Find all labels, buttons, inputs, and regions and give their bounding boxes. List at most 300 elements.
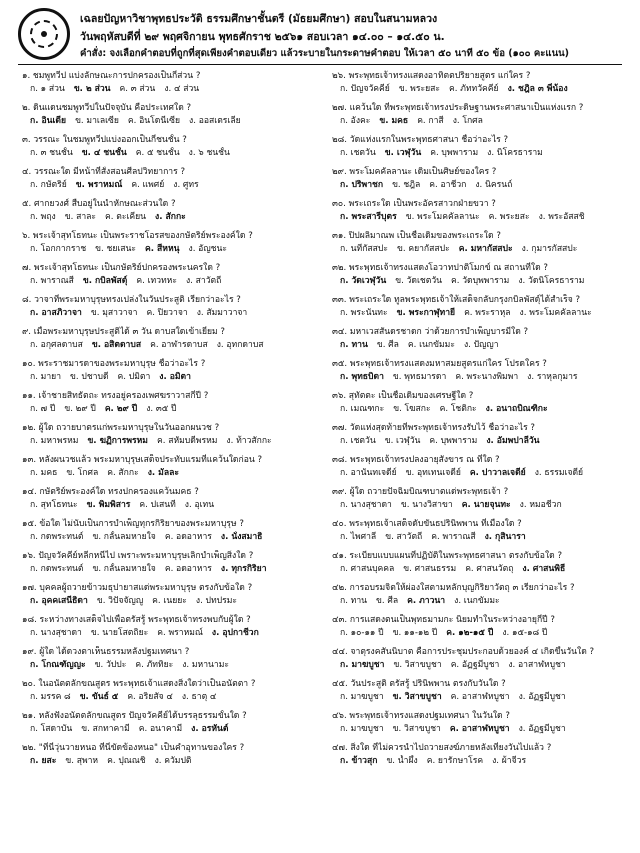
question-text: ๓๓. พระเถระใด ทูลพระพุทธเจ้าให้เสด็จกลับกรุงกบิลพัสดุ์ได้สำเร็จ ?: [332, 295, 581, 305]
answer-option: ข. สาละ: [64, 212, 97, 222]
correct-answer-option: ก. พระสารีบุตร: [340, 212, 397, 222]
question-text: ๒. ดินแดนชมพูทวีปในปัจจุบัน คือประเทศใด ?: [22, 103, 192, 113]
answer-option: ก. ๑๐-๑๑ ปี: [340, 628, 384, 638]
answer-option: ง. มหานามะ: [182, 660, 230, 670]
question-item: [22, 710, 318, 736]
correct-answer-option: ค. นายจุนทะ: [461, 500, 511, 510]
answer-options: [22, 371, 318, 384]
logo-hub: [41, 31, 47, 37]
answer-option: ง. นิครนถ์: [475, 180, 513, 190]
answer-option: ง. สาวัตถี: [185, 276, 222, 286]
answer-options: [22, 243, 318, 256]
answer-option: ก. กดพระทนต์: [30, 532, 84, 542]
answer-option: ข. วัปปะ: [94, 660, 127, 670]
correct-answer-option: ง. ทุกรกิริยา: [220, 564, 267, 574]
question-text: ๑๒. ผู้ใด ถวายบาตรแก่พระมหาบุรุษในวันออกผนวช ?: [22, 423, 220, 433]
answer-option: ค. พระยสะ: [488, 212, 530, 222]
question-text: ๔๔. จาตุรงคสันนิบาต คือการประชุมประกอบด้วยองค์ ๔ เกิดขึ้นวันใด ?: [332, 647, 595, 657]
answer-option: ข. กลั้นลมหายใจ: [92, 564, 156, 574]
answer-options: [22, 275, 318, 288]
answer-options: [332, 339, 628, 352]
answer-option: ค. อดอาหาร: [164, 564, 212, 574]
question-text: ๓. วรรณะ ในชมพูทวีปแบ่งออกเป็นกี่ชนชั้น ?: [22, 135, 187, 145]
answer-options: [332, 115, 628, 128]
question-text: ๙. เมื่อพระมหาบุรุษประสูติได้ ๓ วัน ดาบสใดเข้าเยี่ยม ?: [22, 327, 225, 337]
question-text: ๔๗. สิ่งใด ที่ไม่ควรนำไปถวายสงฆ์ภายหลังเที่ยงวันไปแล้ว ?: [332, 743, 552, 753]
correct-answer-option: ก. อินเดีย: [30, 116, 67, 126]
answer-option: ข. ชฎิล: [392, 180, 421, 190]
answer-option: ข. นายโสตถิยะ: [90, 628, 149, 638]
question-item: [22, 614, 318, 640]
question-item: [332, 102, 628, 128]
question-text: ๔๑. ระเบียบแบบแผนที่ปฏิบัติในพระพุทธศาสนา ตรงกับข้อใด ?: [332, 551, 563, 561]
answer-option: ก. โอกกากราช: [30, 244, 87, 254]
question-text: ๑๘. ระหว่างทางเสด็จไปเพื่อตรัสรู้ พระพุทธเจ้าทรงพบกับผู้ใด ?: [22, 615, 251, 625]
answer-option: ง. ๓๕ ปี: [146, 404, 177, 414]
answer-option: ค. อริยสัจ ๔: [127, 692, 173, 702]
correct-answer-option: ก. ยสะ: [30, 756, 57, 766]
answer-option: ก. กดพระทนต์: [30, 564, 84, 574]
answer-option: ก. เชตวัน: [340, 436, 376, 446]
answer-option: ก. นางสุชาดา: [340, 500, 392, 510]
answer-option: ข. มุสาวาจา: [90, 308, 138, 318]
question-text: ๑๗. บุคคลผู้ถวายข้าวมธุปายาสแด่พระมหาบุรุษ ตรงกับข้อใด ?: [22, 583, 253, 593]
answer-options: [332, 147, 628, 160]
answer-option: ข. ๑๑-๑๒ ปี: [392, 628, 438, 638]
answer-options: [332, 83, 628, 96]
answer-option: ข. นางวิสาขา: [400, 500, 453, 510]
answer-option: ง. ๑๕-๑๘ ปี: [502, 628, 548, 638]
answer-option: ข. ๒๙ ปี: [64, 404, 96, 414]
answer-option: ง. อุเทน: [184, 500, 215, 510]
correct-answer-option: ก. ทาน: [340, 340, 368, 350]
question-text: ๑๔. กษัตริย์พระองค์ใด ทรงปกครองแคว้นมคธ ?: [22, 487, 199, 497]
dharma-wheel-logo-icon: [18, 8, 70, 60]
answer-option: ง. ศูทร: [173, 180, 199, 190]
answer-option: ข. สกทาคามี: [81, 724, 130, 734]
question-text: ๔๖. พระพุทธเจ้าทรงแสดงปฐมเทศนา ในวันใด ?: [332, 711, 510, 721]
question-item: [22, 294, 318, 320]
answer-option: ค. ๓ ส่วน: [119, 84, 156, 94]
answer-option: ค. ปเสนที: [139, 500, 176, 510]
answer-option: ง. ๖ ชนชั้น: [188, 148, 230, 158]
answer-option: ข. ศีล: [376, 340, 399, 350]
question-item: [332, 390, 628, 416]
answer-options: [332, 403, 628, 416]
answer-options: [22, 723, 318, 736]
answer-option: ข. วิสาขบูชา: [392, 724, 441, 734]
answer-options: [22, 755, 318, 768]
answer-option: ก. กษัตริย์: [30, 180, 67, 190]
answer-option: ง. หมอชีวก: [519, 500, 562, 510]
answer-options: [22, 339, 318, 352]
correct-answer-option: ข. พราหมณ์: [75, 180, 123, 190]
answer-option: ข. พุทธมารดา: [392, 372, 447, 382]
answer-option: ข. วิสาขบูชา: [393, 660, 442, 670]
answer-option: ค. กาสี: [417, 116, 444, 126]
header-instructions: คำสั่ง: จงเลือกคำตอบที่ถูกที่สุดเพียงคำตอบเดียว แล้วระบายในกระดาษคำตอบ ให้เวลา ๕๐ นาที ๕๐ ข้อ (๑๐๐ คะแนน): [80, 48, 570, 59]
question-item: [22, 70, 318, 96]
answer-option: ค. ตะเคียน: [105, 212, 147, 222]
question-text: ๔. วรรณะใด มีหน้าที่สั่งสอนศีลปวิทยาการ ?: [22, 167, 186, 177]
question-text: ๔๐. พระพุทธเจ้าเสด็จดับขันธปรินิพพาน ที่เมืองใด ?: [332, 519, 522, 529]
answer-option: ค. เนยยะ: [152, 596, 187, 606]
correct-answer-option: ก. ข้าวสุก: [340, 756, 378, 766]
answer-options: [332, 179, 628, 192]
correct-answer-option: ค. อาสาฬหบูชา: [449, 724, 510, 734]
correct-answer-option: ก. โกณฑัญญะ: [30, 660, 86, 670]
answer-options: [22, 147, 318, 160]
question-text: ๒๖. พระพุทธเจ้าทรงแสดงอาทิตตปริยายสูตร แก่ใคร ?: [332, 71, 531, 81]
answer-option: ก. เชตวัน: [340, 148, 376, 158]
question-item: [22, 358, 318, 384]
answer-option: ก. ๗ ปี: [30, 404, 56, 414]
correct-answer-option: ข. มคธ: [379, 116, 409, 126]
question-item: [332, 230, 628, 256]
answer-option: ง. ปทปรมะ: [195, 596, 238, 606]
answer-option: ค. พาราณสี: [431, 532, 476, 542]
question-text: ๑๐. พระราชมารดาของพระมหาบุรุษ ชื่อว่าอะไร ?: [22, 359, 206, 369]
answer-option: ง. ท้าวสักกะ: [226, 436, 272, 446]
answer-option: ง. อัฏฐมีบูชา: [518, 724, 566, 734]
answer-option: ข. มาเลเซีย: [75, 116, 119, 126]
answer-option: ก. สุทโธทนะ: [30, 500, 78, 510]
answer-options: [22, 211, 318, 224]
answer-option: ก. ศาสนบุคคล: [340, 564, 395, 574]
answer-options: [332, 499, 628, 512]
answer-option: ข. เวฬุวัน: [384, 436, 421, 446]
correct-answer-option: ง. มัลละ: [147, 468, 179, 478]
correct-answer-option: ข. อสิตดาบส: [91, 340, 142, 350]
answer-option: ง. นิโครธาราม: [487, 148, 543, 158]
question-text: ๒๐. ในอนัตตลักขณสูตร พระพุทธเจ้าแสดงสิ่งใดว่าเป็นอนัตตา ?: [22, 679, 256, 689]
answer-options: [332, 563, 628, 576]
answer-options: [332, 755, 628, 768]
correct-answer-option: ก. ปริพาชก: [340, 180, 384, 190]
question-text: ๓๙. ผู้ใด ถวายปัจฉิมบิณฑบาตแด่พระพุทธเจ้า ?: [332, 487, 509, 497]
question-item: [332, 198, 628, 224]
answer-option: ค. ปุณณชิ: [107, 756, 146, 766]
question-item: [332, 678, 628, 704]
answer-option: ก. มาฆบูชา: [340, 724, 384, 734]
answer-option: ง. อัฏฐมีบูชา: [518, 692, 566, 702]
answer-options: [22, 435, 318, 448]
correct-answer-option: ง. อรหันต์: [191, 724, 229, 734]
header-title: เฉลยปัญหาวิชาพุทธประวัติ ธรรมศึกษาชั้นตรี (มัธยมศึกษา) สอบในสนามหลวง: [80, 13, 438, 25]
answer-options: [332, 435, 628, 448]
answer-option: ง. ๔ ส่วน: [164, 84, 200, 94]
question-item: [22, 390, 318, 416]
answer-option: ก. เมณฑกะ: [340, 404, 385, 414]
question-item: [332, 518, 628, 544]
correct-answer-option: ข. ๔ ชนชั้น: [81, 148, 127, 158]
answer-option: ก. ปัญจวัคคีย์: [340, 84, 390, 94]
question-item: [22, 230, 318, 256]
answer-option: ก. อังคะ: [340, 116, 371, 126]
correct-answer-option: ข. ฆฏิการพรหม: [87, 436, 148, 446]
answer-option: ค. อัฏฐมีบูชา: [450, 660, 500, 670]
question-text: ๑. ชมพูทวีป แบ่งลักษณะการปกครองเป็นกี่ส่วน ?: [22, 71, 201, 81]
correct-answer-option: ง. ศาสนพิธี: [522, 564, 566, 574]
question-item: [332, 326, 628, 352]
question-text: ๓๒. พระพุทธเจ้าทรงแสดงโอวาทปาติโมกข์ ณ สถานที่ใด ?: [332, 263, 548, 273]
question-text: ๒๒. "ที่นี่วุ่นวายหนอ ที่นี่ขัดข้องหนอ" เป็นคำอุทานของใคร ?: [22, 743, 245, 753]
answer-options: [332, 371, 628, 384]
question-item: [22, 486, 318, 512]
answer-option: ก. ๑ ส่วน: [30, 84, 65, 94]
answer-option: ง. พระโมคคัลลานะ: [519, 308, 592, 318]
answer-option: ข. สาวัตถี: [385, 532, 423, 542]
answer-option: ค. เนกขัมมะ: [407, 340, 455, 350]
answer-option: ก. โสดาบัน: [30, 724, 73, 734]
answer-option: ค. อนาคามี: [138, 724, 183, 734]
answer-options: [332, 691, 628, 704]
answer-option: ค. พราหมณ์: [157, 628, 203, 638]
correct-answer-option: ข. พิมพิสาร: [86, 500, 131, 510]
answer-option: ก. นางสุชาดา: [30, 628, 82, 638]
answer-option: ข. ชยเสนะ: [95, 244, 137, 254]
answer-option: ก. มาฆบูชา: [340, 692, 384, 702]
answer-option: ง. โกศล: [452, 116, 483, 126]
answer-option: ง. อาสาฬหบูชา: [508, 660, 566, 670]
question-item: [332, 742, 628, 768]
question-text: ๒๘. วัดแห่งแรกในพระพุทธศาสนา ชื่อว่าอะไร ?: [332, 135, 509, 145]
correct-answer-option: ก. มาฆบูชา: [340, 660, 385, 670]
question-item: [22, 102, 318, 128]
answer-options: [332, 595, 628, 608]
answer-option: ง. กุมารกัสสปะ: [521, 244, 578, 254]
correct-answer-option: ง. ชฎิล ๓ พี่น้อง: [507, 84, 568, 94]
question-text: ๓๐. พระเถระใด เป็นพระอัครสาวกฝ่ายขวา ?: [332, 199, 496, 209]
answer-options: [22, 83, 318, 96]
correct-answer-option: ข. วิสาขบูชา: [392, 692, 442, 702]
answer-options: [22, 179, 318, 192]
answer-options: [332, 275, 628, 288]
answer-option: ค. ปมิตา: [117, 372, 151, 382]
answer-option: ค. สหัมบดีพรหม: [156, 436, 218, 446]
question-text: ๓๑. ปิปผลิมาณพ เป็นชื่อเดิมของพระเถระใด ?: [332, 231, 501, 241]
answer-option: ง. ปัญญา: [463, 340, 499, 350]
answer-option: ค. ปิยวาจา: [146, 308, 188, 318]
question-item: [22, 582, 318, 608]
correct-answer-option: ง. กุสินารา: [484, 532, 526, 542]
question-text: ๔๒. การอบรมจิตให้ผ่องใสตามหลักบุญกิริยาวัตถุ ๓ เรียกว่าอะไร ?: [332, 583, 575, 593]
correct-answer-option: ค. ภาวนา: [407, 596, 446, 606]
left-question-column: [22, 70, 318, 774]
answer-option: ก. มรรค ๘: [30, 692, 71, 702]
answer-options: [332, 723, 628, 736]
answer-option: ง. เนกขัมมะ: [454, 596, 500, 606]
answer-options: [22, 627, 318, 640]
answer-option: ค. บุพพาราม: [429, 436, 478, 446]
answer-options: [332, 627, 628, 640]
answer-option: ข. น้ำผึ้ง: [386, 756, 418, 766]
question-text: ๓๕. พระพุทธเจ้าทรงแสดงมหาสมยสูตรแก่ใคร โปรดใคร ?: [332, 359, 547, 369]
answer-options: [22, 691, 318, 704]
question-item: [332, 262, 628, 288]
answer-option: ข. โฆสกะ: [393, 404, 431, 414]
question-item: [22, 422, 318, 448]
answer-option: ค. แพศย์: [131, 180, 165, 190]
answer-option: ข. วัดเชตวัน: [395, 276, 443, 286]
answer-option: ก. พฤง: [30, 212, 56, 222]
answer-option: ง. ออสเตรเลีย: [189, 116, 241, 126]
question-item: [332, 134, 628, 160]
correct-answer-option: ข. ๒ ส่วน: [73, 84, 111, 94]
answer-option: ค. อาชีวก: [429, 180, 467, 190]
correct-answer-option: ง. สักกะ: [155, 212, 186, 222]
answer-option: ข. วิปัจจัญญู: [96, 596, 144, 606]
question-item: [332, 582, 628, 608]
answer-option: ค. ศาสนวัตถุ: [465, 564, 514, 574]
question-item: [22, 134, 318, 160]
answer-option: ก. ไพศาลี: [340, 532, 377, 542]
answer-option: ก. อานันทเจดีย์: [340, 468, 397, 478]
answer-option: ค. เทวทหะ: [136, 276, 177, 286]
question-item: [332, 614, 628, 640]
correct-answer-option: ข. เวฬุวัน: [384, 148, 422, 158]
answer-option: ง. สัมมาวาจา: [196, 308, 248, 318]
answer-options: [22, 563, 318, 576]
correct-answer-option: ง. อัมพปาลีวัน: [486, 436, 540, 446]
header-divider: [18, 64, 622, 65]
question-item: [332, 358, 628, 384]
correct-answer-option: ง. อุปกาชีวก: [211, 628, 259, 638]
answer-option: ง. อุทกดาบส: [216, 340, 264, 350]
answer-option: ก. มหาพรหม: [30, 436, 79, 446]
answer-options: [22, 307, 318, 320]
answer-option: ก. มายา: [30, 372, 62, 382]
question-text: ๑๙. ผู้ใด ได้ดวงตาเห็นธรรมหลังปฐมเทศนา ?: [22, 647, 190, 657]
question-text: ๕. ศากยวงศ์ สืบอยู่ในนำหักษณะส่วนใด ?: [22, 199, 176, 209]
answer-option: ก. นทีกัสสปะ: [340, 244, 388, 254]
answer-option: ง. ธาตุ ๔: [181, 692, 217, 702]
question-item: [22, 166, 318, 192]
correct-answer-option: ข. พระกาฬุทายี: [396, 308, 456, 318]
answer-option: ค. พระราหุล: [464, 308, 511, 318]
answer-option: ค. สักกะ: [107, 468, 139, 478]
correct-answer-option: ค. ๒๙ ปี: [104, 404, 138, 414]
question-item: [332, 486, 628, 512]
question-text: ๘. วาจาที่พระมหาบุรุษทรงเปล่งในวันประสูติ เรียกว่าอะไร ?: [22, 295, 241, 305]
answer-options: [332, 211, 628, 224]
question-item: [332, 166, 628, 192]
correct-answer-option: ข. ขันธ์ ๕: [79, 692, 119, 702]
correct-answer-option: ค. ปาวาลเจดีย์: [469, 468, 526, 478]
answer-option: ข. ศีล: [376, 596, 399, 606]
correct-answer-option: ค. มหากัสสปะ: [458, 244, 513, 254]
question-text: ๒๗. แคว้นใด ที่พระพุทธเจ้าทรงประดิษฐานพระศาสนาเป็นแห่งแรก ?: [332, 103, 584, 113]
correct-answer-option: ง. อมิตา: [159, 372, 191, 382]
question-text: ๑๑. เจ้าชายสิทธัตถะ ทรงอยู่ครองเพศฆราวาสกี่ปี ?: [22, 391, 209, 401]
answer-option: ค. ๕ ชนชั้น: [135, 148, 180, 158]
answer-option: ง. ธรรมเจดีย์: [534, 468, 584, 478]
answer-option: ก. พระนันทะ: [340, 308, 388, 318]
question-item: [22, 326, 318, 352]
answer-options: [22, 659, 318, 672]
answer-options: [22, 595, 318, 608]
question-text: ๔๕. วันประสูติ ตรัสรู้ ปรินิพพาน ตรงกับวันใด ?: [332, 679, 506, 689]
question-text: ๓๘. พระพุทธเจ้าทรงปลงอายุสังขาร ณ ที่ใด ?: [332, 455, 500, 465]
question-text: ๓๔. มหาเวสสันดรชาดก ว่าด้วยการบำเพ็ญบารมีใด ?: [332, 327, 529, 337]
answer-option: ค. อาฬารดาบส: [150, 340, 208, 350]
question-text: ๒๑. หลังฟังอนัตตลักขณสูตร ปัญจวัคคีย์ได้บรรลุธรรมขั้นใด ?: [22, 711, 247, 721]
question-text: ๖. พระเจ้าสุทโธทนะ เป็นพระราชโอรสของกษัตริย์พระองค์ใด ?: [22, 231, 253, 241]
question-item: [22, 678, 318, 704]
answer-options: [332, 467, 628, 480]
answer-option: ข. สุพาห: [65, 756, 99, 766]
answer-option: ก. มคธ: [30, 468, 58, 478]
answer-option: ก. พาราณสี: [30, 276, 74, 286]
answer-option: ค. อาสาฬหบูชา: [450, 692, 510, 702]
answer-option: ง. พระอัสสชิ: [538, 212, 585, 222]
correct-answer-option: ง. อนาถบิณฑิกะ: [485, 404, 548, 414]
correct-answer-option: ก. พุทธบิดา: [340, 372, 384, 382]
question-item: [332, 70, 628, 96]
answer-option: ง. วัดนิโครธาราม: [518, 276, 585, 286]
correct-answer-option: ค. ๑๒-๑๕ ปี: [446, 628, 494, 638]
answer-option: ง. ควัมปติ: [154, 756, 192, 766]
question-text: ๒๙. พระโมคคัลลานะ เดิมเป็นศิษย์ของใคร ?: [332, 167, 497, 177]
question-text: ๔๓. การแสดงตนเป็นพุทธมามกะ นิยมทำในระหว่างอายุกี่ปี ?: [332, 615, 555, 625]
question-item: [22, 646, 318, 672]
correct-answer-option: ก. อาสภิวาจา: [30, 308, 82, 318]
answer-option: ค. บุพพาราม: [430, 148, 479, 158]
answer-option: ข. โกศล: [66, 468, 99, 478]
answer-option: ค. โชติกะ: [439, 404, 477, 414]
answer-option: ก. อกุศลดาบส: [30, 340, 83, 350]
answer-option: ข. ศาสนธรรม: [403, 564, 457, 574]
question-text: ๓๗. วัดแห่งสุดท้ายที่พระพุทธเจ้าทรงรับไว้ ชื่อว่าอะไร ?: [332, 423, 535, 433]
answer-options: [332, 531, 628, 544]
answer-options: [332, 307, 628, 320]
header-date: วันพฤหัสบดีที่ ๒๙ พฤศจิกายน พุทธศักราช ๒๕๖๑ สอบเวลา ๑๔.๐๐ – ๑๔.๕๐ น.: [80, 31, 445, 43]
answer-option: ก. ๓ ชนชั้น: [30, 148, 73, 158]
answer-option: ค. ภัททวัคคีย์: [448, 84, 499, 94]
question-item: [332, 710, 628, 736]
answer-options: [22, 115, 318, 128]
answer-option: ค. วัดบุพพาราม: [451, 276, 510, 286]
question-item: [22, 262, 318, 288]
answer-option: ข. กลั้นลมหายใจ: [92, 532, 156, 542]
answer-option: ก. ทาน: [340, 596, 368, 606]
question-item: [22, 742, 318, 768]
answer-option: ข. คยากัสสปะ: [396, 244, 450, 254]
answer-option: ข. พระโมคคัลลานะ: [405, 212, 480, 222]
answer-options: [22, 467, 318, 480]
answer-option: ค. อดอาหาร: [164, 532, 212, 542]
question-item: [22, 454, 318, 480]
question-item: [332, 422, 628, 448]
answer-options: [22, 403, 318, 416]
answer-options: [332, 659, 628, 672]
correct-answer-option: ข. กบิลพัสดุ์: [82, 276, 128, 286]
answer-option: ข. พระยสะ: [398, 84, 440, 94]
answer-option: ค. ภัททิยะ: [135, 660, 174, 670]
answer-option: ง. ผ้าจีวร: [492, 756, 527, 766]
question-text: ๓๖. สุทัตตะ เป็นชื่อเดิมของเศรษฐีใด ?: [332, 391, 474, 401]
answer-option: ข. อุทเทนเจดีย์: [405, 468, 461, 478]
question-item: [332, 294, 628, 320]
question-item: [332, 550, 628, 576]
correct-answer-option: ง. นั่งสมาธิ: [220, 532, 263, 542]
correct-answer-option: ค. สีหหนุ: [145, 244, 180, 254]
answer-option: ค. พระนางพิมพา: [455, 372, 519, 382]
question-text: ๑๕. ข้อใด ไม่นับเป็นการบำเพ็ญทุกรกิริยาของพระมหาบุรุษ ?: [22, 519, 244, 529]
answer-option: ง. อัญชนะ: [188, 244, 227, 254]
answer-options: [22, 531, 318, 544]
answer-option: ค. ยารักษาโรค: [426, 756, 484, 766]
